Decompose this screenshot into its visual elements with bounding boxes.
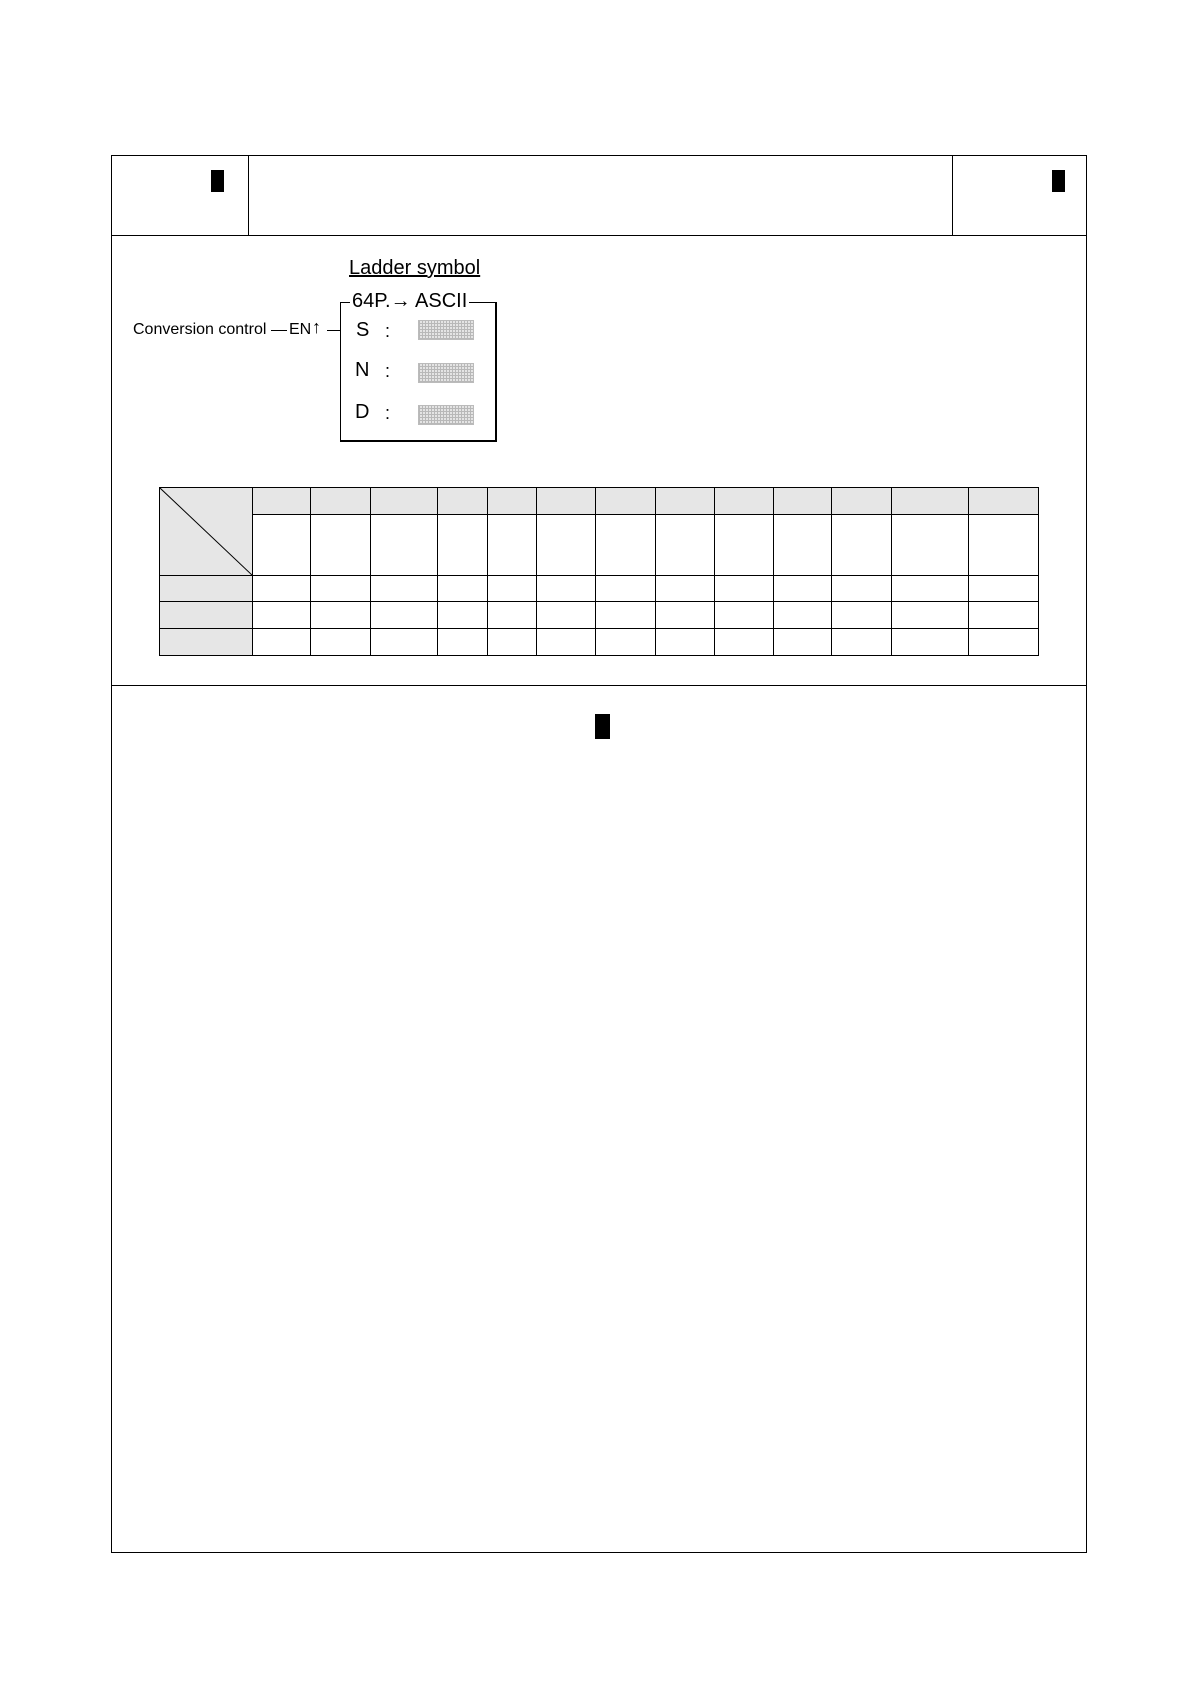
table-header-cell — [714, 488, 773, 515]
conversion-control-label: Conversion control — [133, 321, 267, 338]
table-header-cell — [487, 488, 537, 515]
table-cell — [656, 602, 714, 629]
header-left-divider — [248, 155, 249, 235]
table-subheader-cell — [595, 515, 656, 576]
table-cell — [252, 602, 310, 629]
table-cell — [832, 629, 891, 656]
table-subheader-cell — [832, 515, 891, 576]
table-cell — [311, 576, 370, 602]
table-subheader-cell — [891, 515, 968, 576]
table-subheader-cell — [537, 515, 595, 576]
row-label-cell — [160, 602, 253, 629]
table-cell — [252, 629, 310, 656]
table-cell — [370, 629, 437, 656]
header-right-marker — [1052, 170, 1065, 192]
table-cell — [595, 629, 656, 656]
operand-s-separator: : — [385, 321, 391, 341]
ladder-symbol-title: Ladder symbol — [349, 257, 481, 279]
table-header-cell — [656, 488, 714, 515]
table-subheader-cell — [311, 515, 370, 576]
table-cell — [370, 602, 437, 629]
table-cell — [311, 602, 370, 629]
table-cell — [595, 576, 656, 602]
table-cell — [537, 602, 595, 629]
table-cell — [437, 602, 487, 629]
table-header-cell — [311, 488, 370, 515]
table-header-cell — [832, 488, 891, 515]
table-subheader-cell — [774, 515, 832, 576]
table-cell — [595, 602, 656, 629]
table-cell — [832, 602, 891, 629]
header-divider — [111, 235, 1087, 236]
table-header-row — [160, 488, 1039, 515]
table-row-s — [160, 576, 1039, 602]
table-cell — [537, 576, 595, 602]
table-subheader-cell — [968, 515, 1038, 576]
table-cell — [370, 576, 437, 602]
function-block-name: 64P.→ ASCII — [352, 290, 468, 312]
table-cell — [891, 602, 968, 629]
operand-n-label: N — [355, 359, 370, 381]
enable-wire — [327, 330, 340, 331]
table-row-n — [160, 602, 1039, 629]
table-header-cell — [891, 488, 968, 515]
operand-d-label: D — [355, 401, 370, 423]
header-right-divider — [952, 155, 953, 235]
table-subheader-cell — [487, 515, 537, 576]
table-cell — [714, 629, 773, 656]
table-header-cell — [595, 488, 656, 515]
table-cell — [437, 629, 487, 656]
table-cell — [537, 629, 595, 656]
table-cell — [252, 576, 310, 602]
row-label-cell — [160, 576, 253, 602]
table-cell — [832, 576, 891, 602]
table-header-cell — [968, 488, 1038, 515]
table-cell — [774, 576, 832, 602]
table-cell — [774, 602, 832, 629]
table-subheader-row — [160, 515, 1039, 576]
operand-table — [159, 487, 1039, 656]
table-cell — [714, 576, 773, 602]
table-cell — [311, 629, 370, 656]
table-subheader-cell — [370, 515, 437, 576]
input-wire — [271, 330, 287, 331]
section-divider — [111, 685, 1087, 686]
header-left-marker — [211, 170, 224, 192]
table-cell — [968, 576, 1038, 602]
corner-diagonal — [160, 488, 252, 575]
rising-edge-arrow-icon: ↑ — [312, 317, 321, 337]
operand-s-label: S — [356, 319, 370, 341]
row-label-cell — [160, 629, 253, 656]
table-cell — [656, 576, 714, 602]
table-cell — [891, 629, 968, 656]
operand-d-separator: : — [385, 403, 391, 423]
operand-n-separator: : — [385, 361, 391, 381]
table-cell — [487, 629, 537, 656]
table-header-cell — [537, 488, 595, 515]
operand-d-field — [418, 405, 474, 425]
table-row-d — [160, 629, 1039, 656]
table-cell — [487, 576, 537, 602]
table-subheader-cell — [437, 515, 487, 576]
table-subheader-cell — [656, 515, 714, 576]
table-cell — [656, 629, 714, 656]
table-subheader-cell — [714, 515, 773, 576]
table-cell — [891, 576, 968, 602]
operand-s-field — [418, 320, 474, 340]
table-cell — [968, 602, 1038, 629]
table-subheader-cell — [252, 515, 310, 576]
table-cell — [714, 602, 773, 629]
table-corner-cell — [160, 488, 253, 576]
table-cell — [774, 629, 832, 656]
table-header-cell — [252, 488, 310, 515]
operand-n-field — [418, 363, 474, 383]
table-header-cell — [370, 488, 437, 515]
section-marker — [595, 714, 610, 739]
table-cell — [968, 629, 1038, 656]
table-header-cell — [437, 488, 487, 515]
table-cell — [437, 576, 487, 602]
page-frame — [111, 155, 1087, 1553]
table-header-cell — [774, 488, 832, 515]
enable-label: EN — [289, 321, 312, 338]
table-cell — [487, 602, 537, 629]
